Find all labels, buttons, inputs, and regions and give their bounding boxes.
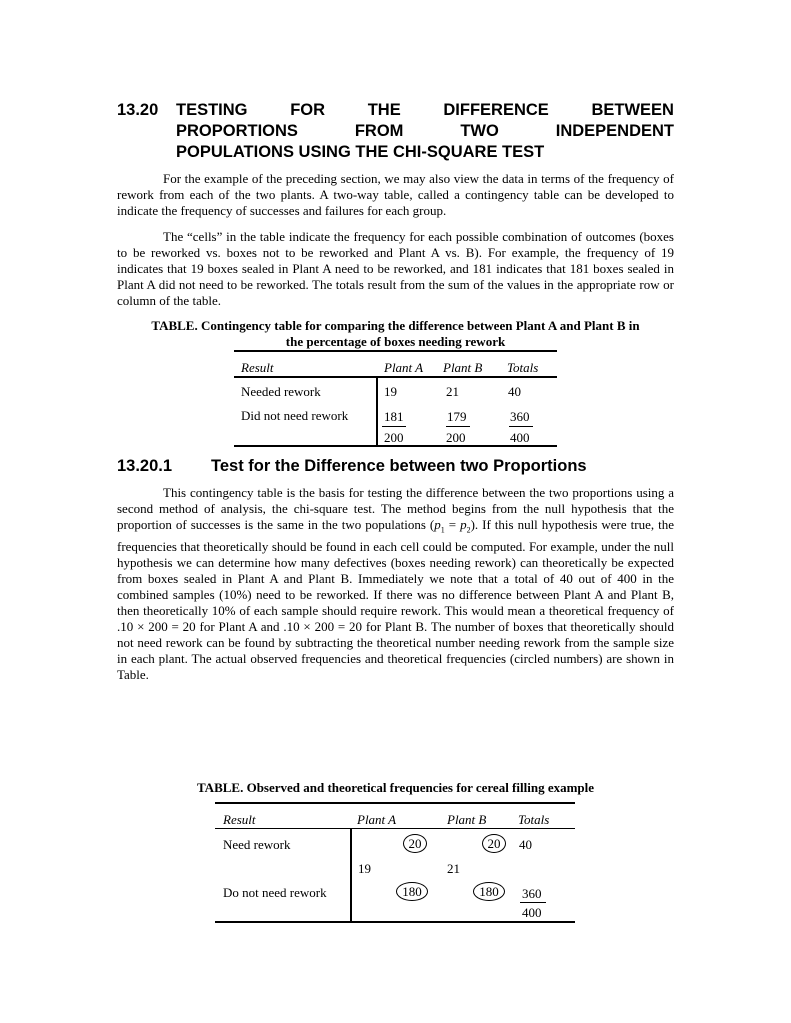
- section-number: 13.20: [117, 101, 159, 119]
- subsection-number: 13.20.1: [117, 457, 173, 475]
- cell-value: 40: [519, 837, 532, 852]
- title-word: FROM: [354, 122, 404, 140]
- row-label-needed-rework: Needed rework: [241, 384, 321, 399]
- paragraph-3-text: ). If this null hypothesis were true, the frequencies that theoretically should be found in each cell could be computed. For example, under the null hypothesis we can determine how many defectives (boxes needing rework) can theoretically be expected from boxes sealed in Plant A and Plant B. Immediately we note that a total of 40 out of 400 in the combined samples (10%) need to be reworked. If there was no difference between Plant A and Plant B, then theoretically 10% of each sample should require rework. This would mean a theoretical frequency of .10 × 200 = 20 for Plant A and .10 × 200 = 20 for Plant B. The number of boxes that theoretically should not need rework can be found by subtracting the theoretical number needing rework from the sample size in each plant. The actual observed frequencies and theoretical frequencies (circled numbers) are shown in Table.: [117, 517, 674, 682]
- cell-value: 179: [447, 409, 467, 424]
- total-plant-b: 200: [446, 430, 466, 445]
- sum-underline: [520, 902, 546, 903]
- title-word: FOR: [290, 101, 326, 119]
- sum-underline: [446, 426, 470, 427]
- title-word: THE: [367, 101, 401, 119]
- title-word: TESTING: [176, 101, 248, 119]
- title-word: INDEPENDENT: [555, 122, 674, 140]
- cell-value: 40: [508, 384, 521, 399]
- theoretical-plant-a-no-rework: 180: [396, 882, 428, 901]
- cell-value: 19: [384, 384, 397, 399]
- table-vertical-rule: [376, 377, 378, 445]
- paragraph-2: The “cells” in the table indicate the frequency for each possible combination of outcomes (boxes to be reworked vs. boxes not to be reworked and Plant A vs. B). For example, the frequency of 19 indicates that 19 boxes sealed in Plant A need to be reworked, and 181 indicates that 181 boxes sealed in Plant A did not need to be reworked. The totals result from the sum of the values in the appropriate row or column of the table.: [117, 229, 674, 308]
- section-title-line-2: [176, 121, 674, 142]
- row-label-do-not-need-rework: Do not need rework: [223, 885, 327, 900]
- header-plant-a: Plant A: [357, 812, 397, 827]
- theoretical-plant-b-no-rework: 180: [473, 882, 505, 901]
- table-1-caption-line-2: the percentage of boxes needing rework: [285, 334, 506, 349]
- header-totals: Totals: [507, 360, 539, 375]
- table-1-caption: [117, 318, 674, 350]
- symbol-p2: p: [460, 517, 467, 532]
- title-word: PROPORTIONS: [176, 122, 298, 140]
- symbol-p1: p: [434, 517, 441, 532]
- cell-value: 181: [384, 409, 404, 424]
- section-title-line-3: [176, 142, 674, 163]
- sum-underline: [509, 426, 533, 427]
- paragraph-3-text: This contingency table is the basis for testing the difference between the two proportions using a second method of analysis, the chi-square test. The method begins from the null hypothesis that the proportion of successes is the same in the two populations (: [117, 485, 674, 532]
- subsection-title: Test for the Difference between two Proportions: [211, 457, 587, 475]
- table-bottom-rule: [234, 445, 557, 447]
- header-plant-b: Plant B: [447, 812, 487, 827]
- table-top-rule: [234, 350, 557, 352]
- total-plant-a: 200: [384, 430, 404, 445]
- equals-sign: =: [444, 517, 461, 532]
- row-label-need-rework: Need rework: [223, 837, 291, 852]
- row-label-did-not-need-rework: Did not need rework: [241, 408, 349, 423]
- grand-total: 400: [522, 905, 542, 920]
- grand-total: 400: [510, 430, 530, 445]
- title-word: DIFFERENCE: [443, 101, 549, 119]
- table-2-caption: TABLE. Observed and theoretical frequencies for cereal filling example: [196, 780, 595, 795]
- table-vertical-rule: [350, 829, 352, 922]
- section-title-line-1: [176, 100, 674, 121]
- title-word: POPULATIONS USING THE CHI-SQUARE TEST: [176, 143, 545, 161]
- theoretical-plant-a-rework: 20: [403, 834, 427, 853]
- cell-value: 360: [510, 409, 530, 424]
- title-word: BETWEEN: [591, 101, 674, 119]
- header-plant-b: Plant B: [443, 360, 483, 375]
- table-bottom-rule: [215, 921, 575, 923]
- header-rule: [215, 828, 575, 829]
- cell-value: 21: [446, 384, 459, 399]
- cell-value: 360: [522, 886, 542, 901]
- observed-plant-a: 19: [358, 861, 371, 876]
- title-word: TWO: [460, 122, 499, 140]
- theoretical-plant-b-rework: 20: [482, 834, 506, 853]
- subscript-2: 2: [466, 525, 471, 535]
- sum-underline: [382, 426, 406, 427]
- table-top-rule: [215, 802, 575, 804]
- table-1-caption-line-1: TABLE. Contingency table for comparing the difference between Plant A and Plant B in: [151, 318, 640, 333]
- header-totals: Totals: [518, 812, 550, 827]
- header-plant-a: Plant A: [384, 360, 424, 375]
- paragraph-1: For the example of the preceding section, we may also view the data in terms of the frequency of rework from each of the two plants. A two-way table, called a contingency table can be developed to indicate the frequency of successes and failures for each group.: [117, 171, 674, 218]
- header-result: Result: [223, 812, 256, 827]
- header-result: Result: [241, 360, 274, 375]
- observed-plant-b: 21: [447, 861, 460, 876]
- paragraph-3: [117, 485, 674, 683]
- subscript-1: 1: [440, 525, 445, 535]
- header-rule: [234, 376, 557, 378]
